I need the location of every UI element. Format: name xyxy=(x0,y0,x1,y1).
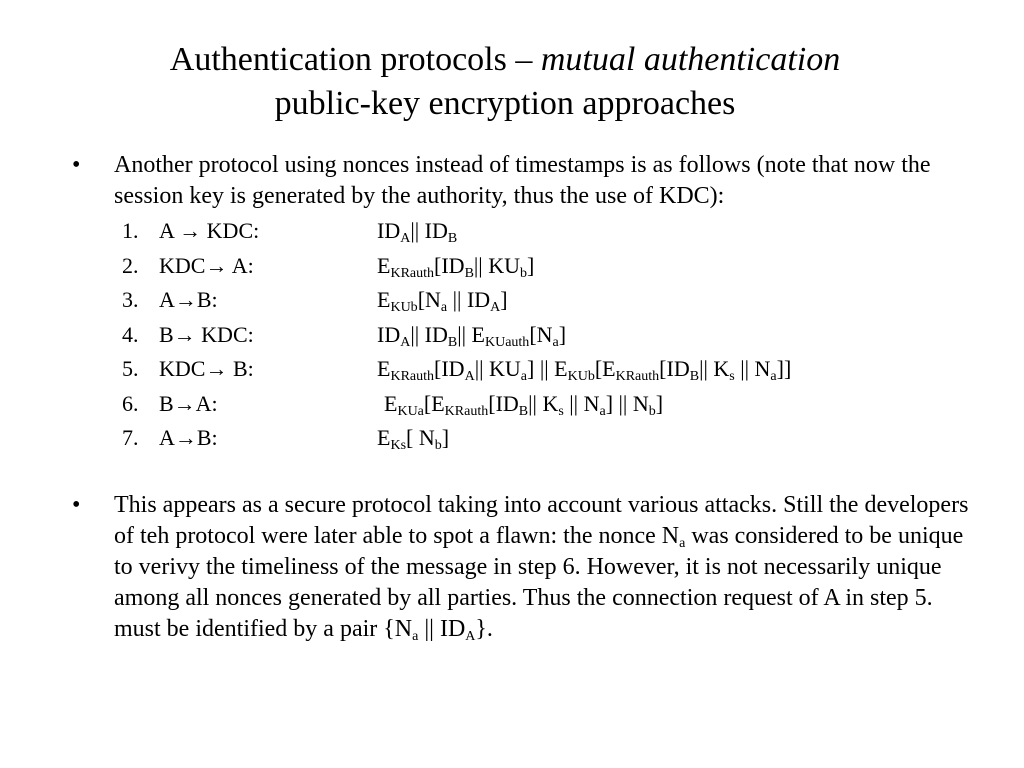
step-parties: KDC→ A: xyxy=(159,252,254,278)
step-2 xyxy=(122,249,922,284)
step-message: $ID_A||$ $ID_B$ xyxy=(377,218,458,246)
title-part1: Authentication protocols – xyxy=(169,41,541,78)
title-line2: public-key encryption approaches xyxy=(274,85,736,122)
step-number: 5. xyxy=(122,356,139,381)
title-italic: mutual authentication xyxy=(540,41,841,78)
conclusion-bullet xyxy=(72,490,982,645)
step-3 xyxy=(122,283,922,318)
step-message: $E_{Ks}$[ $N_b$] xyxy=(377,425,450,453)
step-message: $E_{KRauth}[ID_A||$ $KU_a$] || $E_{KUb}[E_{KRauth}[ID_B||$ $K_s$ || $N_a$]] xyxy=(377,356,792,384)
step-message: $ID_A||$ $ID_B||$ $E_{KUauth}[N_a]$ xyxy=(377,321,567,350)
step-number: 6. xyxy=(122,390,139,416)
step-5 xyxy=(122,352,922,387)
step-parties: A→B: xyxy=(159,425,218,450)
step-1 xyxy=(122,214,922,249)
intro-bullet xyxy=(72,150,992,212)
step-message: $E_{KRauth}[ID_B||$ $KU_b$] xyxy=(377,252,535,281)
step-number: 2. xyxy=(122,252,139,278)
step-parties: A → KDC: xyxy=(159,218,260,243)
step-number: 3. xyxy=(122,287,139,312)
step-message: $E_{KUa}[E_{KRauth}[ID_B||$ $K_s$ || $N_a$] || $N_b$] xyxy=(384,390,664,419)
step-parties: B→A: xyxy=(159,390,218,416)
step-number: 4. xyxy=(122,321,139,347)
bullet-icon: • xyxy=(72,152,81,178)
step-parties: B→ KDC: xyxy=(159,321,254,347)
step-parties: A→B: xyxy=(159,287,218,312)
step-4 xyxy=(122,318,922,353)
step-7 xyxy=(122,421,922,456)
step-number: 7. xyxy=(122,425,139,450)
slide-title xyxy=(0,38,1010,126)
step-parties: KDC→ B: xyxy=(159,356,254,381)
bullet-icon: • xyxy=(72,492,81,518)
conclusion-text: This appears as a secure protocol taking into account various attacks. Still the developers of teh protocol were later able to spot a flawn: the nonce $N_a$ was considered to be unique to verivy the timeliness of the message in step 6. However, it is not necessarily unique among all nonces generated by all parties. Thus the connection request of A in step 5. must be identified by a pair {$N_a$ || $ID_A$}. xyxy=(114,492,969,644)
step-number: 1. xyxy=(122,218,139,243)
protocol-steps xyxy=(122,214,922,456)
intro-text: Another protocol using nonces instead of timestamps is as follows (note that now the session key is generated by the authority, thus the use of KDC): xyxy=(114,152,931,209)
step-message: $E_{KUb}[N_a$ || $ID_A$] xyxy=(377,287,508,315)
step-6 xyxy=(122,387,922,422)
